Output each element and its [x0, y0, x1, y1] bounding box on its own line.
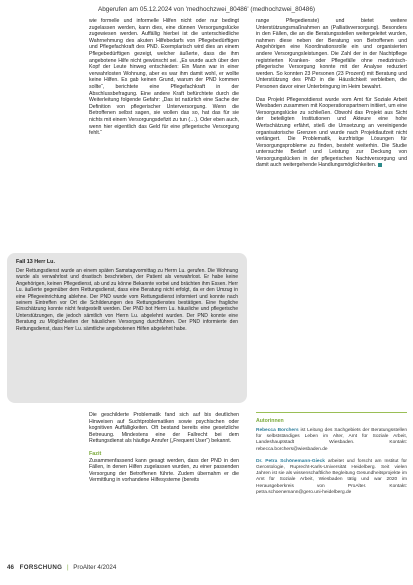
author-bio: arbeitet und forscht am Institut für Gerontologie, Ruprecht-Karls-Universität Heidelberg. Seit vielen Jahren ist sie als wissenschaftliche Begleitung Gesundheitsprojekte im Amt für Soziale Arbeit, Wiesbaden tätig und war 2020 im Herausgeberkreis von ProAlter. Kontakt: petra.schoenemann@gero.uni-heidelberg.de: [256, 458, 407, 495]
author-bio: ist Leitung des Sachgebiets der Beratungsstellen für selbstständiges Leben im Alter, Amt für Soziale Arbeit, Landeshauptstadt Wiesbaden. Kontakt: rebecca.borchers@wiesbaden.de: [256, 428, 407, 452]
case-box-text: Der Rettungsdienst wurde an einem späten Samstagvormittag zu Herrn Lu. gerufen. Die Wohnung wurde als verwahrlost und drastisch beschrieben, der Patient als verwahrlost. Er habe keine Angehörigen, keinen Pflegedienst, ab und zu könne Bekannte vorbei und brächten ihm Essen. Herr Lu. äußerte gegenüber dem Rettungsdienst, dass eine Beratung nicht erfolgt, da er den Umzug in eine Pflegeeinrichtung ablehne. Der PND wurde vom Rettungsdienst informiert und konnte nach seinem Eintreffen vor Ort die Schilderungen des Rettungsdienstes bestätigen. Eine fragliche Einschätzung konnte nicht festgestellt werden. Der PND bot Herrn Lu. häusliche und pflegerische Unterstützungen, die jedoch sämtlich von Herrn Lu. abgelehnt wurden. Der PND konnte eine Beratung zu Möglichkeiten der häuslichen Versorgung durchführen. Der PND informierte den Rettungsdienst, dass Herr Lu. sämtliche angebotenen Hilfen abgelehnt habe.: [16, 268, 238, 332]
authors-box: [256, 412, 407, 496]
journal-issue: ProAlter 4/2024: [73, 564, 117, 571]
fazit-heading: Fazit: [89, 450, 102, 457]
author-entry: [256, 428, 407, 453]
section-name: FORSCHUNG: [19, 564, 63, 571]
paragraph: wie formelle und informelle Hilfen nicht oder nur bedingt zugelassen werden, kann dies, eine dünnen Versorgungslücke zugewiesen werden. Auffällig hierbei ist die unterschiedliche Wahrnehmung des akuten Hilfebedarfs von Pflegebedürftigen und Pflegefachkraft des PND. Exemplarisch wird dies an einem Pflegebedürftigen gezeigt, welcher äußerte, dass die ihm angebotene Hilfe nicht gewünscht sei. „Es wurde auch über den Kopf der Leute hinweg entschieden: Ein Mann war in einer verwahrlosten Wohnung, aber es war ihm damit wohl, er wollte keine Hilfen. Es gab keinen Grund, warum der PND kommen sollte“, berichtete eine Pflegefachkraft in der Abschlussbefragung. Eine andere Kraft befürchtete durch die Weiterleitung folgende Gefahr: „Das ist natürlich eine Sache der Definition von pflegerischer Unterversorgung. Wenn die Betroffenen selbst sagen, sie wollen das so, hat das für sie nichts mit einem Versorgungsdefizit zu tun (…). Oder eben auch, wenn hier eigentlich das Geld für eine pflegerische Versorgung fehlt.“: [89, 18, 239, 137]
left-column-top: [89, 18, 239, 137]
left-column-bottom: [89, 412, 239, 484]
author-name: Dr. Petra Schönemann-Gieck: [256, 458, 325, 464]
right-column-top: [256, 18, 407, 169]
article-end-icon: [378, 163, 382, 167]
authors-heading: Autorinnen: [256, 418, 284, 424]
page-number: 46: [7, 564, 14, 571]
fazit-paragraph: Zusammenfassend kann gesagt werden, dass der PND in den Fällen, in denen Hilfen zugelassen wurden, zu einer passenden Versorgung der Betroffenen führte. Zudem übernahm er die Vermittlung in vorhandene Hilfesysteme (bereits: [89, 457, 239, 484]
paragraph-conclusion: Das Projekt Pflegenotdienst wurde vom Amt für Soziale Arbeit Wiesbaden zusammen mit Kooperationspartnern initiiert, um eine Versorgungslücke zu schließen. Obwohl das Projekt aus Sicht der beteiligten Institutionen und Akteure eine hohe Wertschätzung erfährt, stieß die Umsetzung an vereinigende organisatorische Grenzen und wurde nach Projektlaufzeit nicht verlängert. Die Problematik, kurzfristige Lösungen für Versorgungsprobleme zu finden, besteht weiterhin. Die Studie untersuchte Bedarf und Leistung zur Deckung von Versorgungslücken in der pflegerischen Nachtversorgung und damit auch weitergehende Handlungsmöglichkeiten.: [256, 96, 407, 169]
paragraph: range Pflegedienste) und bietet weitere Unterstützungsmaßnahmen an (Palliativversorgung). Besonders in den Fällen, die an die Beratungsstellen weitergeleitet wurden, nahmen diese neben der Beratung von Betroffenen und Angehörigen eine Koordinationsrolle ein und organisierten andere Versorgungsleistungen. Die Zahl der in der Nachtpflege registrierten Kranken- oder Pflegefälle ohne medizinisch-pflegerische Versorgung konnte mit der Analyse reduziert werden. So konnten 23 Personen (23 Prozent) mit Beratung und Unterstützung des PND in die Häuslichkeit verbleiben, die Personen davor einer Unterbringung im Heim bewahrt.: [256, 18, 407, 90]
case-box-title: Fall 13 Herr Lu.: [16, 259, 55, 265]
download-watermark: Abgerufen am 05.12.2024 von 'medhochzwei_80486' (medhochzwei_80486): [97, 6, 316, 13]
case-example-box: [7, 253, 247, 403]
author-entry: [256, 459, 407, 496]
footer-separator: |: [66, 564, 69, 571]
paragraph: Die geschilderte Problematik fand sich auf bis deutlichen Hinweisen auf Suchtproblematiken sowie psychischen oder kognitiven Auffälligkeiten. Oft bestand bereits eine gesetzliche Betreuung. Mindestens eine der Fallrecht bei dem Rettungsdienst als häufige Anrufer („Frequent User“) bekannt.: [89, 412, 239, 445]
page-footer: [7, 564, 407, 571]
author-name: Rebecca Borchers: [256, 428, 299, 433]
